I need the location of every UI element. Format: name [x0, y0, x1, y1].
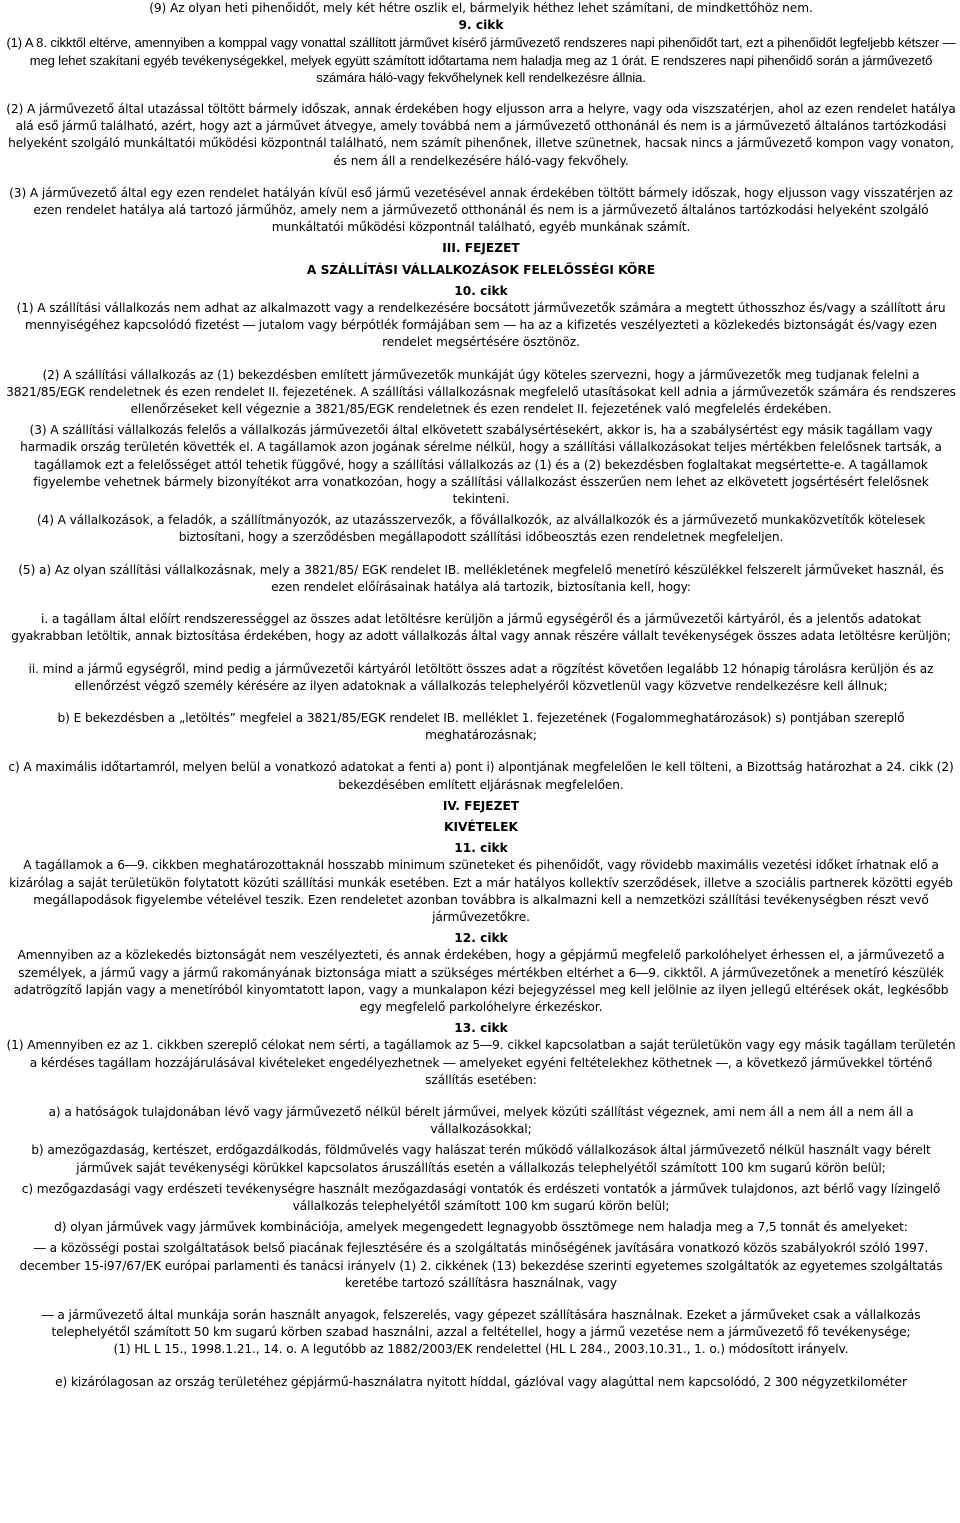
paragraph: (1) A 8. cikktől eltérve, amennyiben a komppal vagy vonattal szállított járművet kísérő járművezető rendszeres napi pihenőidőt tart, ezt a pihenőidőt legfeljebb kétszer ― meg lehet szakítani egyéb tevékenységekkel, melyek együtt számított időtartama nem haladja meg az 1 órát. E rendszeres napi pihenőidő során a járművezető számára háló-vagy fekvőhelynek kell rendelkezésre állnia.: [6, 35, 956, 85]
section-heading: III. FEJEZET: [442, 241, 520, 256]
section-heading: KIVÉTELEK: [444, 819, 518, 834]
spacer: [4, 1292, 958, 1307]
section-heading: 10. cikk: [454, 283, 508, 298]
section-heading: 11. cikk: [454, 841, 508, 856]
spacer: [4, 646, 958, 661]
paragraph: A tagállamok a 6―9. cikkben meghatározottaknál hosszabb minimum szüneteket és pihenőidőt, vagy rövidebb maximális vezetési időket írhatnak elő a kizárólag a saját területükön folytatott közúti szállítási munkák esetében. Ezt a már hatályos kollektív szerződések, illetve a szociális partnerek közötti egyéb megállapodások figyelembe vételével teszik. Ezen rendeletet azonban továbbra is alkalmazni kell a nemzetközi szállítási tevékenységben részt vevő járművezetőkre.: [9, 858, 953, 924]
section-heading: 9. cikk: [458, 18, 504, 33]
spacer: [4, 547, 958, 562]
spacer: [4, 1089, 958, 1104]
section-heading: IV. FEJEZET: [442, 798, 520, 813]
paragraph: (1) HL L 15., 1998.1.21., 14. o. A legutóbb az 1882/2003/EK rendelettel (HL L 284., 2003.10.31., 1. o.) módosított irányelv.: [113, 1342, 849, 1357]
section-heading: A SZÁLLÍTÁSI VÁLLALKOZÁSOK FELELŐSSÉGI KÖRE: [306, 262, 656, 277]
document-page: [4, 0, 958, 1523]
paragraph: (3) A szállítási vállalkozás felelős a vállalkozás járművezetői által elkövetett szabálysértésekért, akkor is, ha a szabálysértést egy másik tagállam vagy harmadik ország területén követték el. A tagállamok azon jogának sérelme nélkül, hogy a szállítási vállalkozásokat teljes mértékben felelősnek tartsák, a tagállamok ezt a felelősséget attól tehetik függővé, hogy a szállítási vállalkozás az (1) és a (2) bekezdésben foglaltakat megsértette-e. A tagállamok figyelembe vehetnek bármely bizonyítékot arra vonatkozóan, hogy a szállítási vállalkozást ésszerűen nem lehet az elkövetett jogsértésért felelősnek tekinteni.: [20, 423, 942, 507]
spacer: [4, 1359, 958, 1374]
paragraph: Amennyiben az a közlekedés biztonságát nem veszélyezteti, és annak érdekében, hogy a gépjármű megfelelő parkolóhelyet érhessen el, a járművezető a személyek, a jármű vagy a jármű rakományának biztonsága miatt a szükséges mértékben eltérhet a 6―9. cikktől. A járművezetőnek a menetíró készülék adatrögzítő lapján vagy a menetíróból kinyomtatott lapon, vagy a munkalapon kézi bejegyzéssel meg kell jelölnie az ilyen jellegű eltérések okát, legkésőbb egy megfelelő parkolóhelyre érkezéskor.: [13, 948, 949, 1014]
paragraph: c) A maximális időtartamról, melyen belül a vonatkozó adatokat a fenti a) pont i) alpontjának megfelelően le kell tölteni, a Bizottság határozhat a 24. cikk (2) bekezdésében említett eljárásnak megfelelően.: [8, 760, 954, 792]
paragraph: (2) A szállítási vállalkozás az (1) bekezdésben említett járművezetők munkáját úgy köteles szervezni, hogy a járművezetők meg tudjanak felelni a 3821/85/EGK rendeletnek és ezen rendelet II. fejezetének. A szállítási vállalkozásnak megfelelő utasításokat kell adnia a járművezetők számára és rendszeres ellenőrzéseket kell végeznie a 3821/85/EGK rendeletnek és ezen rendelet II. fejezetének való megfelelés érdekében.: [6, 367, 956, 417]
spacer: [4, 86, 958, 101]
spacer: [4, 170, 958, 185]
paragraph: d) olyan járművek vagy járművek kombinációja, amelyek megengedett legnagyobb össztömege nem haladja meg a 7,5 tonnát és amelyeket:: [54, 1220, 908, 1235]
paragraph: b) E bekezdésben a „letöltés” megfelel a 3821/85/EGK rendelet IB. melléklet 1. fejezetének (Fogalommeghatározások) s) pontjában szereplő meghatározásnak;: [57, 710, 905, 743]
paragraph: (1) Amennyiben ez az 1. cikkben szereplő célokat nem sérti, a tagállamok az 5―9. cikkel kapcsolatban a saját területükön vagy egy másik tagállam területén a kérdéses tagállam hozzájárulásával kivételeket engedélyezhetnek ― amelyeket egyéni feltételekhez köthetnek ―, a következő járművekkel történő szállítás esetében:: [6, 1038, 956, 1087]
paragraph: c) mezőgazdasági vagy erdészeti tevékenységre használt mezőgazdasági vontatók és erdészeti vontatók a járművek tulajdonos, azt bérlő vagy lízingelő vállalkozás telephelyétől számított 100 km sugarú körön belül;: [21, 1181, 941, 1213]
paragraph: (9) Az olyan heti pihenőidőt, mely két hétre oszlik el, bármelyik héthez lehet számítani, de mindkettőhöz nem.: [149, 1, 813, 15]
paragraph: (3) A járművezető által egy ezen rendelet hatályán kívül eső jármű vezetésével annak érdekében töltött bármely időszak, hogy eljusson vagy visszatérjen az ezen rendelet hatálya alá tartozó járműhöz, amely nem a járművezető otthonánál és nem is a járművezető általános tartózkodási helyeként szolgáló munkáltatói működési központnál található, egyéb munkának számít.: [9, 185, 953, 235]
spacer: [4, 744, 958, 759]
paragraph: a) a hatóságok tulajdonában lévő vagy járművezető nélkül bérelt járművei, melyek közúti szállítást végeznek, ami nem áll a nem áll a nem áll a vállalkozásokkal;: [48, 1104, 914, 1137]
paragraph: (1) A szállítási vállalkozás nem adhat az alkalmazott vagy a rendelkezésére bocsátott járművezetők számára a megtett úthosszhoz és/vagy a szállított áru mennyiségéhez kapcsolódó fizetést ― jutalom vagy bérpótlék formájában sem ― ha az a kifizetés veszélyezteti a közlekedés biztonságát és/vagy ezen rendelet megsértésére ösztönöz.: [16, 301, 946, 350]
paragraph: (5) a) Az olyan szállítási vállalkozásnak, mely a 3821/85/ EGK rendelet IB. mellékletének megfelelő menetíró készülékkel felszerelt járműveket használ, és ezen rendelet előírásainak hatálya alá tartozik, biztosítania kell, hogy:: [18, 562, 944, 594]
spacer: [4, 352, 958, 367]
paragraph: e) kizárólagosan az ország területéhez gépjármű-használatra nyitott híddal, gázlóval vagy alagúttal nem kapcsolódó, 2 300 négyzetkilométer: [55, 1374, 907, 1389]
paragraph: ii. mind a jármű egységről, mind pedig a járművezetői kártyáról letöltött összes adat a rögzítést követően legalább 12 hónapig tárolásra kerüljön és az ellenőrzést végző személy kérésére az ilyen adatoknak a vállalkozás telephelyéről közvetlenül vagy közvetve rendelkezésre kell állnuk;: [28, 661, 934, 693]
section-heading: 12. cikk: [454, 931, 508, 946]
spacer: [4, 596, 958, 611]
paragraph: ― a járművezető által munkája során használt anyagok, felszerelés, vagy gépezet szállítására használnak. Ezeket a járműveket csak a vállalkozás telephelyétől számított 50 km sugarú körben szabad használni, azzal a feltétellel, hogy a jármű vezetése nem a járművezető fő tevékenysége;: [41, 1308, 921, 1340]
paragraph: b) amezőgazdaság, kertészet, erdőgazdálkodás, földművelés vagy halászat terén működő vállalkozások által járművezető nélkül használt vagy bérelt járművek saját tevékenységi körükkel kapcsolatos áruszállítás esetén a vállalkozás telephelyétől számított 100 km sugarú körön belül;: [31, 1143, 931, 1175]
paragraph: (4) A vállalkozások, a feladók, a szállítmányozók, az utazásszervezők, a fővállalkozók, az alvállalkozók és a járművezető munkaközvetítők kötelesek biztosítani, hogy a szerződésben megállapodott szállítási időbeosztás ezen rendeletnek megfeleljen.: [36, 513, 926, 545]
paragraph: ― a közösségi postai szolgáltatások belső piacának fejlesztésére és a szolgáltatás minőségének javítására vonatkozó közös szabályokról szóló 1997. december 15-i97/67/EK európai parlamenti és tanácsi irányelv (1) 2. cikkének (13) bekezdése szerinti egyetemes szolgáltatók az egyetemes szolgáltatás keretébe tartozó szállításra használnak, vagy: [19, 1241, 943, 1290]
paragraph: (2) A járművezető által utazással töltött bármely időszak, annak érdekében hogy eljusson arra a helyre, vagy oda viszszatérjen, ahol az ezen rendelet hatálya alá eső jármű található, azért, hogy azt a járművet átvegye, amely továbbá nem a járművezető otthonánál és nem is a járművezető általános tartózkodási helyeként szolgáló munkáltatói működési központnál található, nem számít pihenőnek, illetve szünetnek, hacsak nincs a járművezető kompon vagy vonaton, és nem áll a rendelkezésére háló-vagy fekvőhely.: [6, 102, 956, 168]
spacer: [4, 695, 958, 710]
section-heading: 13. cikk: [454, 1021, 508, 1036]
paragraph: i. a tagállam által előírt rendszerességgel az összes adat letöltésre kerüljön a jármű egységéről és a járművezetői kártyáról, és a jelentős adatokat gyakrabban letöltik, annak biztosítása érdekében, hogy az adott vállalkozás által vagy annak részére vállalt tevékenységek összes adata letöltésre kerüljön;: [11, 612, 951, 644]
